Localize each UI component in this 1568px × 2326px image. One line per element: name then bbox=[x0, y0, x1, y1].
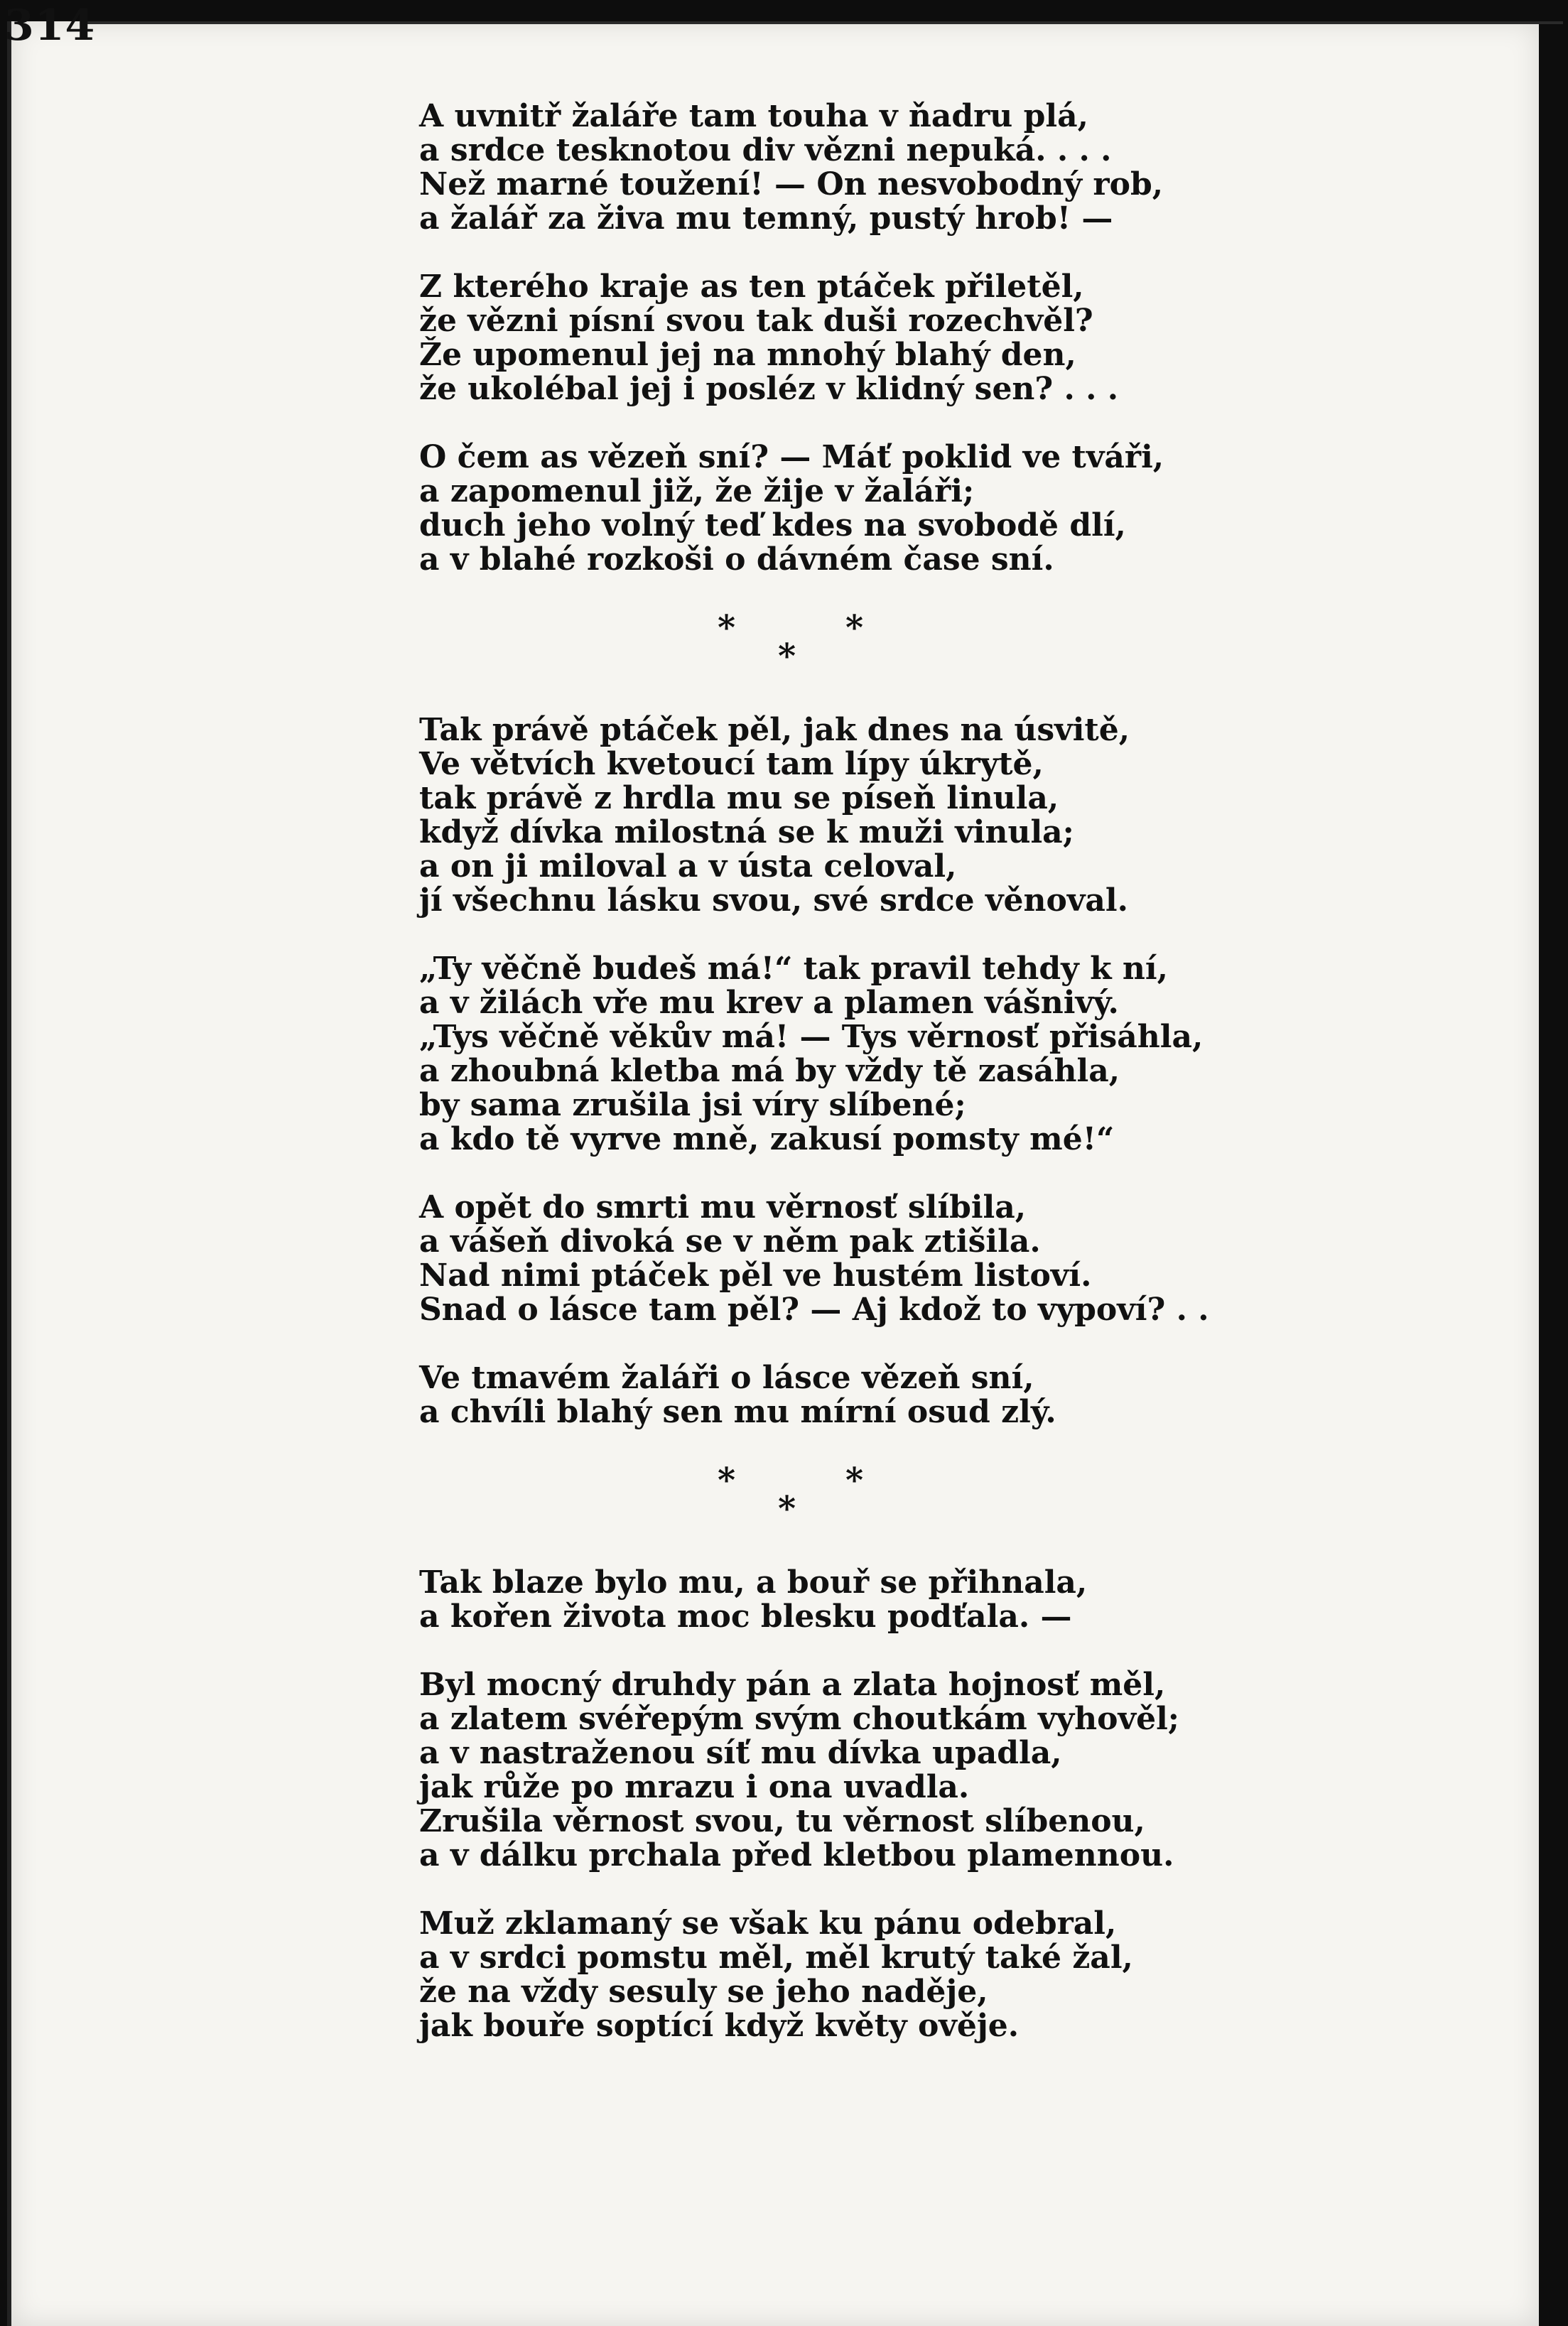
asterism-separator bbox=[419, 1461, 1556, 1532]
poem-line: O čem as vězeň sní? — Máť poklid ve tváři, bbox=[419, 439, 1164, 475]
poem-line: a chvíli blahý sen mu mírní osud zlý. bbox=[419, 1394, 1056, 1430]
poem-line: Ve tmavém žaláři o lásce vězeň sní, bbox=[419, 1360, 1034, 1396]
asterisk-mark: * bbox=[845, 1461, 864, 1500]
poem-line: že ukolébal jej i posléz v klidný sen? . . . bbox=[419, 371, 1119, 407]
stanza bbox=[419, 952, 1556, 1157]
stanza bbox=[419, 99, 1556, 236]
poem-line: a kdo tě vyrve mně, zakusí pomsty mé!“ bbox=[419, 1121, 1115, 1157]
poem-line: když dívka milostná se k muži vinula; bbox=[419, 814, 1074, 850]
poem bbox=[419, 99, 1556, 2077]
poem-line: a v blahé rozkoši o dávném čase sní. bbox=[419, 541, 1054, 578]
poem-line: jak růže po mrazu i ona uvadla. bbox=[419, 1769, 970, 1805]
poem-line: „Tys věčně věkův má! — Tys věrnosť přisáhla, bbox=[419, 1019, 1204, 1055]
poem-line: Ve větvích kvetoucí tam lípy úkrytě, bbox=[419, 746, 1044, 782]
poem-line: Nad nimi ptáček pěl ve hustém listoví. bbox=[419, 1257, 1092, 1294]
poem-line: by sama zrušila jsi víry slíbené; bbox=[419, 1087, 966, 1123]
poem-line: a on ji miloval a v ústa celoval, bbox=[419, 848, 957, 885]
poem-line: Muž zklamaný se však ku pánu odebral, bbox=[419, 1905, 1117, 1942]
poem-line: Zrušila věrnost svou, tu věrnost slíbenou, bbox=[419, 1803, 1145, 1839]
poem-line: a v nastraženou síť mu dívka upadla, bbox=[419, 1735, 1062, 1771]
poem-line: a v dálku prchala před kletbou plamennou. bbox=[419, 1837, 1174, 1873]
poem-line: a zhoubná kletba má by vždy tě zasáhla, bbox=[419, 1053, 1120, 1089]
poem-line: a v srdci pomstu měl, měl krutý také žal, bbox=[419, 1940, 1133, 1976]
poem-line: Než marné toužení! — On nesvobodný rob, bbox=[419, 166, 1164, 202]
stanza bbox=[419, 1907, 1556, 2043]
poem-line: a srdce tesknotou div vězni nepuká. . . . bbox=[419, 132, 1112, 168]
stanza bbox=[419, 440, 1556, 577]
poem-line: duch jeho volný teď kdes na svobodě dlí, bbox=[419, 507, 1126, 543]
poem-line: Z kterého kraje as ten ptáček přiletěl, bbox=[419, 269, 1084, 305]
poem-line: že vězni písní svou tak duši rozechvěl? bbox=[419, 303, 1093, 339]
poem-line: A opět do smrti mu věrnosť slíbila, bbox=[419, 1189, 1027, 1226]
poem-line: Snad o lásce tam pěl? — Aj kdož to vypoví? . . bbox=[419, 1292, 1209, 1328]
poem-line: Byl mocný druhdy pán a zlata hojnosť měl, bbox=[419, 1667, 1166, 1703]
page-number: 314 bbox=[4, 1, 96, 50]
poem-line: a žalář za živa mu temný, pustý hrob! — bbox=[419, 200, 1113, 237]
asterism-separator bbox=[419, 608, 1556, 679]
poem-line: a kořen života moc blesku podťala. — bbox=[419, 1599, 1072, 1635]
poem-line: jak bouře soptící když květy ověje. bbox=[419, 2008, 1020, 2044]
asterisk-mark: * bbox=[778, 637, 796, 676]
poem-line: A uvnitř žaláře tam touha v ňadru plá, bbox=[419, 98, 1088, 134]
poem-line: jí všechnu lásku svou, své srdce věnoval. bbox=[419, 882, 1128, 919]
asterisk-mark: * bbox=[718, 608, 736, 648]
poem-line: „Ty věčně budeš má!“ tak pravil tehdy k ní, bbox=[419, 951, 1168, 987]
top-rule bbox=[85, 21, 1563, 24]
poem-line: a vášeň divoká se v něm pak ztišila. bbox=[419, 1223, 1041, 1260]
asterisk-mark: * bbox=[718, 1461, 736, 1500]
poem-line: Tak blaze bylo mu, a bouř se přihnala, bbox=[419, 1564, 1088, 1601]
asterisk-mark: * bbox=[778, 1489, 796, 1529]
stanza bbox=[419, 1566, 1556, 1634]
poem-line: a zlatem svéřepým svým choutkám vyhověl; bbox=[419, 1701, 1180, 1737]
stanza bbox=[419, 1668, 1556, 1873]
poem-line: že na vždy sesuly se jeho naděje, bbox=[419, 1974, 988, 2010]
poem-line: a v žilách vře mu krev a plamen vášnivý. bbox=[419, 985, 1119, 1021]
poem-line: tak právě z hrdla mu se píseň linula, bbox=[419, 780, 1059, 816]
poem-line: a zapomenul již, že žije v žaláři; bbox=[419, 473, 975, 509]
stanza bbox=[419, 713, 1556, 918]
stanza bbox=[419, 1361, 1556, 1429]
poem-line: Tak právě ptáček pěl, jak dnes na úsvitě, bbox=[419, 712, 1130, 748]
asterisk-mark: * bbox=[845, 608, 864, 648]
stanza bbox=[419, 1191, 1556, 1327]
poem-line: Že upomenul jej na mnohý blahý den, bbox=[419, 337, 1076, 373]
stanza bbox=[419, 270, 1556, 406]
